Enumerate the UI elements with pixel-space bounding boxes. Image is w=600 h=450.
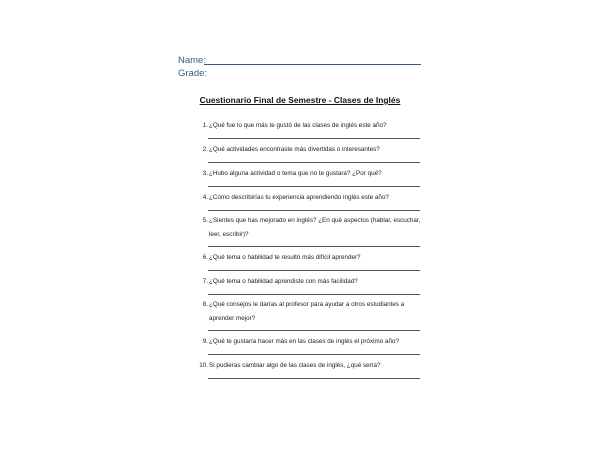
question-text: ¿Qué consejos le darías al profesor para ayudar a otros estudiantes a aprender mejor? [209,301,405,322]
question-item [196,119,424,132]
answer-line[interactable] [208,378,420,379]
answer-line[interactable] [208,330,420,331]
question-item [196,335,424,348]
answer-line[interactable] [208,210,420,211]
question-item [196,191,424,204]
answer-line[interactable] [208,294,420,295]
question-text: ¿Qué fue lo que más te gustó de las clases de inglés este año? [209,122,387,129]
question-text: ¿Qué actividades encontraste más divertidas o interesantes? [209,146,380,153]
name-field-line[interactable] [204,64,421,65]
question-text: ¿Sientes que has mejorado en inglés? ¿En qué aspectos (hablar, escuchar, leer, escribir)? [209,217,421,238]
question-number: 1. [202,122,208,129]
answer-line[interactable] [208,246,420,247]
answer-line[interactable] [208,186,420,187]
question-number: 2. [202,146,208,153]
answer-line[interactable] [208,354,420,355]
question-item [196,359,424,372]
question-number: 6. [202,254,208,261]
question-number: 10. [199,362,208,369]
question-item [196,251,424,264]
question-item [196,275,424,288]
question-number: 4. [202,194,208,201]
question-item [196,143,424,156]
question-text: ¿Cómo describirías tu experiencia aprendiendo inglés este año? [209,194,389,201]
question-text: ¿Hubo alguna actividad o tema que no te gustara? ¿Por qué? [209,170,382,177]
answer-line[interactable] [208,270,420,271]
question-item [196,167,424,180]
page-title: Cuestionario Final de Semestre - Clases de Inglés [199,95,401,105]
question-item [196,298,424,326]
question-text: ¿Qué tema o habilidad aprendiste con más facilidad? [209,278,358,285]
grade-label: Grade: [178,68,208,79]
question-number: 9. [202,338,208,345]
question-item [196,214,424,242]
question-text: ¿Qué te gustaría hacer más en las clases de inglés el próximo año? [209,338,400,345]
question-number: 3. [202,170,208,177]
question-number: 7. [202,278,208,285]
answer-line[interactable] [208,138,420,139]
question-text: ¿Qué tema o habilidad te resultó más difícil aprender? [209,254,361,261]
question-number: 8. [202,301,208,308]
name-label: Name: [178,55,206,66]
answer-line[interactable] [208,162,420,163]
question-text: Si pudieras cambiar algo de las clases de inglés, ¿qué sería? [209,362,381,369]
question-number: 5. [202,217,208,224]
